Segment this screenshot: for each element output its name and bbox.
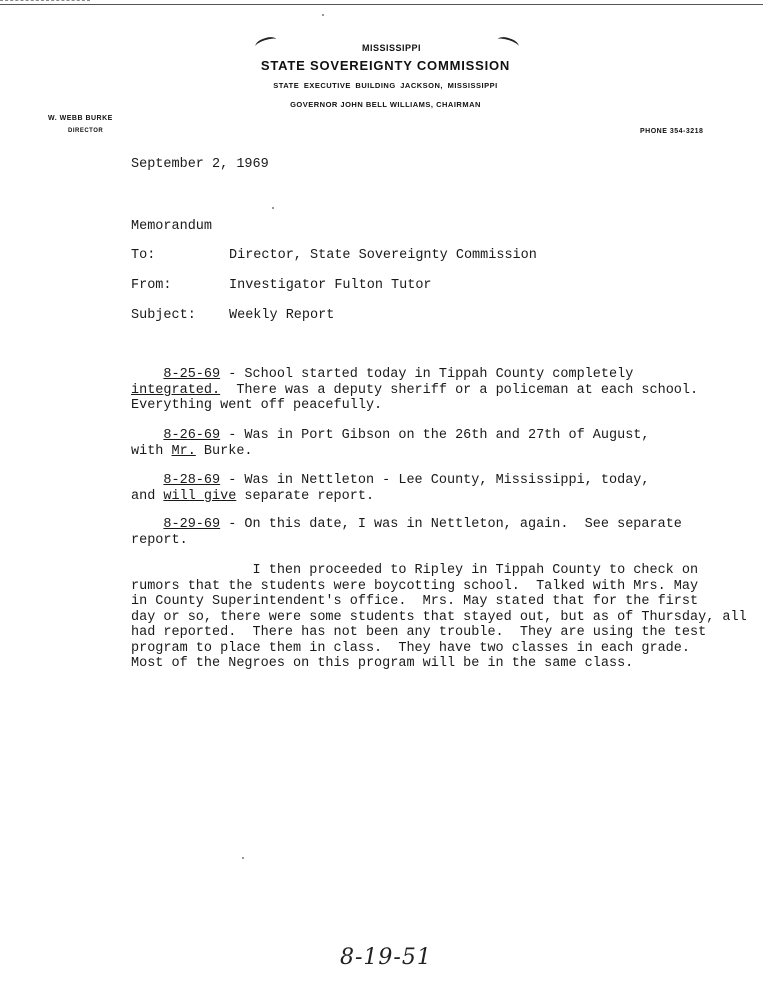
paragraph-line: rumors that the students were boycotting school. Talked with Mrs. May xyxy=(131,578,699,594)
paragraph-line: Most of the Negroes on this program will be in the same class. xyxy=(131,656,634,671)
letterhead-address: STATE EXECUTIVE BUILDING JACKSON, MISSISSIPPI xyxy=(273,81,498,90)
entry-text: - Was in Nettleton - Lee County, Mississippi, today, xyxy=(220,473,650,488)
subject-value: Weekly Report xyxy=(229,308,335,323)
letterhead-state: MISSISSIPPI xyxy=(361,43,422,53)
scan-speck xyxy=(272,207,274,209)
scan-speck xyxy=(242,857,244,859)
from-value: Investigator Fulton Tutor xyxy=(229,278,432,293)
top-border-dots xyxy=(0,0,90,4)
entry-date: 8-25-69 xyxy=(163,367,221,382)
paragraph-line: day or so, there were some students that stayed out, but as of Thursday, all xyxy=(131,609,747,625)
entry-date: 8-26-69 xyxy=(163,428,221,443)
report-entry xyxy=(131,428,691,459)
entry-text-underlined: Mr. xyxy=(171,443,196,459)
letterhead-commission: STATE SOVEREIGNTY COMMISSION xyxy=(260,58,511,73)
entry-text: report. xyxy=(131,532,188,548)
paragraph-line: program to place them in class. They have two classes in each grade. xyxy=(131,640,690,656)
paragraph-line: I then proceeded to Ripley in Tippah County to check on xyxy=(131,563,699,578)
to-label: To: xyxy=(131,248,156,263)
to-value: Director, State Sovereignty Commission xyxy=(229,248,537,263)
entry-text: and xyxy=(131,488,164,504)
entry-text: - Was in Port Gibson on the 26th and 27th of August, xyxy=(220,428,650,443)
entry-date: 8-29-69 xyxy=(163,517,221,532)
closing-paragraph xyxy=(131,563,747,672)
entry-date: 8-28-69 xyxy=(163,473,221,488)
memo-type: Memorandum xyxy=(131,219,213,234)
letterhead-governor: GOVERNOR JOHN BELL WILLIAMS, CHAIRMAN xyxy=(290,100,481,109)
paragraph-line: had reported. There has not been any trouble. They are using the test xyxy=(131,625,707,640)
top-border-rule xyxy=(0,4,763,5)
entry-text: There was a deputy sheriff or a policeman at each school. xyxy=(220,382,699,398)
report-entry xyxy=(131,473,691,504)
handwritten-file-number: 8-19-51 xyxy=(340,945,432,970)
subject-label: Subject: xyxy=(131,308,196,323)
entry-text: - On this date, I was in Nettleton, again. See separate xyxy=(220,517,682,532)
report-entry xyxy=(131,367,699,414)
entry-text-underlined: will give xyxy=(163,488,237,504)
entry-text-underlined: integrated. xyxy=(131,382,221,398)
phone-number: PHONE 354-3218 xyxy=(640,128,704,135)
entry-text: Burke. xyxy=(195,443,253,459)
memo-date: September 2, 1969 xyxy=(131,157,269,172)
scan-speck xyxy=(322,14,324,16)
director-title: DIRECTOR xyxy=(68,128,104,134)
from-label: From: xyxy=(131,278,172,293)
report-entry xyxy=(131,517,691,548)
director-name: W. WEBB BURKE xyxy=(48,115,113,122)
entry-text: with xyxy=(131,443,172,459)
entry-text: Everything went off peacefully. xyxy=(131,398,383,413)
entry-text: - School started today in Tippah County completely xyxy=(220,367,634,382)
paragraph-line: in County Superintendent's office. Mrs. May stated that for the first xyxy=(131,594,699,609)
entry-text: separate report. xyxy=(236,488,375,504)
